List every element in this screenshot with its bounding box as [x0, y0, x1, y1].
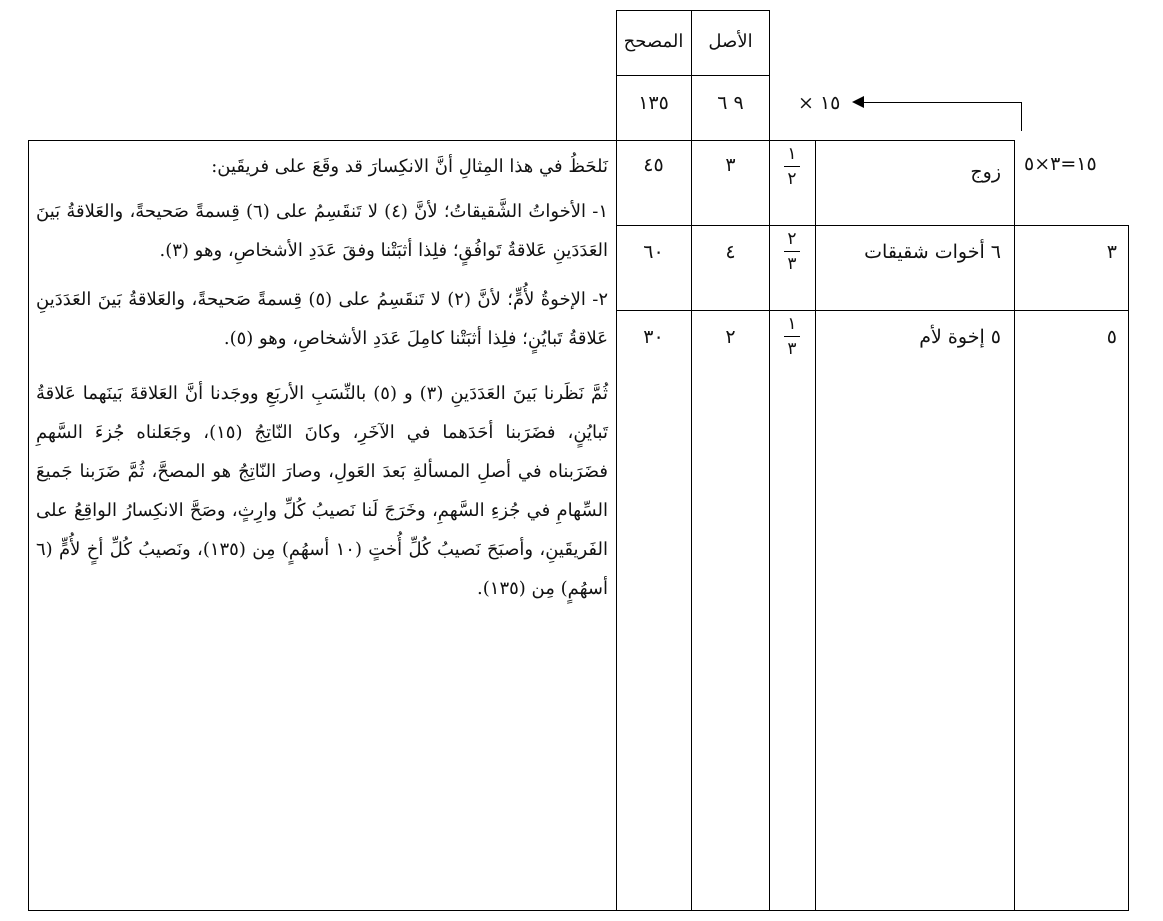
row2-fraction [772, 229, 812, 274]
row2-musahhah: ٦٠ [643, 241, 664, 263]
row1-fraction [772, 144, 812, 189]
row2-heir: ٦ أخوات شقيقات [864, 241, 1001, 263]
row3-asl: ٢ [725, 326, 736, 348]
row2-asl: ٤ [725, 241, 736, 263]
header-musahhah: المصحح [623, 31, 684, 52]
side-note: ١٥=٣×٥ [1024, 153, 1097, 175]
header-asl: الأصل [708, 31, 753, 52]
explanation-maternal-brothers: ٢- الإخوةُ لأُمٍّ؛ لأنَّ (٢) لا تَنقَسِمُ على (٥) قِسمةً صَحيحةً، والعَلاقةُ بَينَ العَدَدَينِ عَلاقةُ تَبايُنٍ؛ فلِذا أثبَتْنا كامِلَ عَدَدِ الأشخاصِ، وهو (٥). [36, 289, 609, 349]
total-musahhah: ١٣٥ [638, 92, 669, 114]
row1-musahhah: ٤٥ [643, 154, 664, 176]
total-asl: ٩ ٦ [717, 92, 744, 114]
row1-frac-den: ٢ [787, 169, 797, 189]
row1-asl: ٣ [725, 154, 736, 176]
row3-heir: ٥ إخوة لأم [919, 326, 1001, 348]
row3-count: ٥ [1106, 326, 1117, 348]
multiplier-label: × ١٥ [798, 92, 841, 114]
row2-count: ٣ [1106, 241, 1117, 263]
row2-frac-num: ٢ [787, 229, 797, 249]
row3-musahhah: ٣٠ [643, 326, 664, 348]
row3-frac-den: ٣ [787, 339, 797, 359]
explanation-text [36, 147, 608, 608]
row1-heir: زوج [970, 161, 1001, 183]
explanation-sisters: ١- الأخواتُ الشَّقيقاتُ؛ لأنَّ (٤) لا تَنقَسِمُ على (٦) قِسمةً صَحيحةً، والعَلاقةُ بَينَ العَدَدَينِ عَلاقةُ تَوافُقٍ؛ فلِذا أثبَتْنا وفقَ عَدَدِ الأشخاصِ، وهو (٣). [36, 201, 608, 261]
explanation-intro: نَلحَظُ في هذا المِثالِ أنَّ الانكِسارَ قد وقَعَ على فريقَين: [211, 156, 608, 177]
explanation-conclusion: ثُمَّ نَظَرنا بَينَ العَدَدَينِ (٣) و (٥) بالنِّسَبِ الأربَعِ ووجَدنا أنَّ العَلاقةَ بَينَهما عَلاقةُ تَبايُنٍ، فضَرَبنا أحَدَهما في الآخَرِ، وكانَ النّاتِجُ (١٥)، وجَعَلناه جُزءَ السَّهمِ فضَرَبناه في أصلِ المسألةِ بَعدَ العَولِ، وصارَ النّاتِجُ هو المصحَّ، ثُمَّ ضَرَبنا جَميعَ السِّهامِ في جُزءِ السَّهمِ، وخَرَجَ لَنا نَصيبُ كُلِّ وارِثٍ، وصَحَّ الانكِسارُ الواقِعُ على الفَريقَينِ، وأصبَحَ نَصيبُ كُلِّ أُختٍ (١٠ أسهُمٍ) مِن (١٣٥)، ونَصيبُ كُلِّ أخٍ لأُمٍّ (٦ أسهُمٍ) مِن (١٣٥). [36, 383, 608, 599]
row3-frac-num: ١ [787, 314, 797, 334]
row3-fraction [772, 314, 812, 359]
row2-frac-den: ٣ [787, 254, 797, 274]
row1-frac-num: ١ [787, 144, 797, 164]
